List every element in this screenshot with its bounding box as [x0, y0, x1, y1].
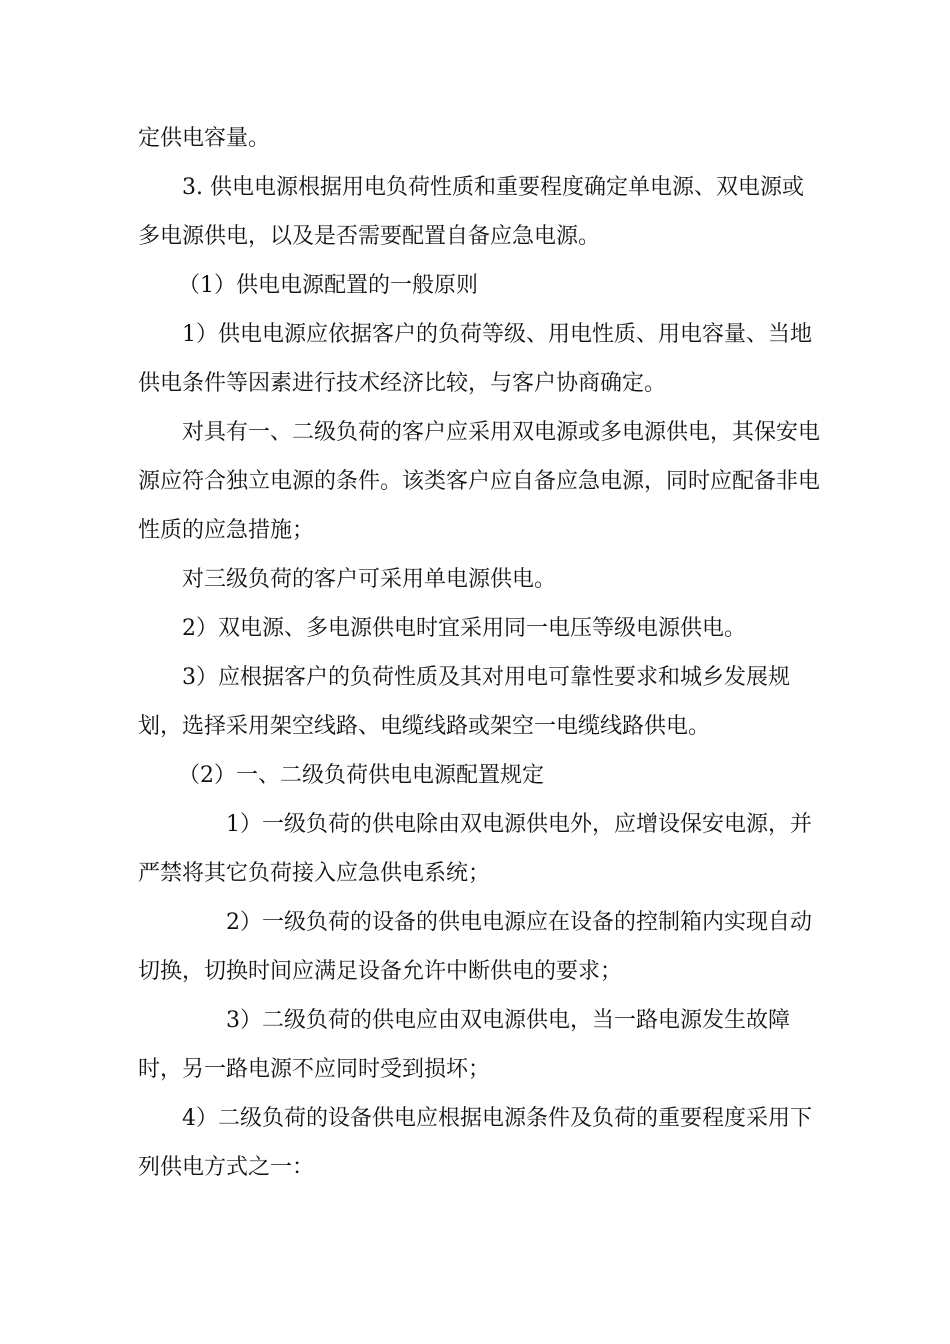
section-heading-1: （1）供电电源配置的一般原则	[178, 273, 478, 298]
paragraph-item-3: 3. 供电电源根据用电负荷性质和重要程度确定单电源、双电源或多电源供电，以及是否需要配置自备应急电源。	[138, 175, 804, 249]
paragraph-class-1-2-load: 对具有一、二级负荷的客户应采用双电源或多电源供电，其保安电源应符合独立电源的条件。该类客户应自备应急电源，同时应配备非电性质的应急措施；	[138, 420, 821, 543]
paragraph-config-3: 3）二级负荷的供电应由双电源供电，当一路电源发生故障时，另一路电源不应同时受到损坏；	[138, 1008, 790, 1082]
paragraph-rule-2: 2）双电源、多电源供电时宜采用同一电压等级电源供电。	[182, 616, 746, 641]
paragraph-config-2: 2）一级负荷的设备的供电电源应在设备的控制箱内实现自动切换，切换时间应满足设备允许中断供电的要求；	[138, 910, 812, 984]
paragraph-rule-1: 1）供电电源应依据客户的负荷等级、用电性质、用电容量、当地供电条件等因素进行技术经济比较，与客户协商确定。	[138, 322, 812, 396]
paragraph-config-4: 4）二级负荷的设备供电应根据电源条件及负荷的重要程度采用下列供电方式之一：	[138, 1106, 812, 1180]
paragraph-config-1: 1）一级负荷的供电除由双电源供电外，应增设保安电源，并严禁将其它负荷接入应急供电系统；	[138, 812, 812, 886]
paragraph-continuation: 定供电容量。	[138, 126, 271, 151]
paragraph-rule-3: 3）应根据客户的负荷性质及其对用电可靠性要求和城乡发展规划，选择采用架空线路、电缆线路或架空一电缆线路供电。	[138, 665, 790, 739]
paragraph-class-3-load: 对三级负荷的客户可采用单电源供电。	[182, 567, 557, 592]
document-body	[138, 114, 820, 1192]
section-heading-2: （2）一、二级负荷供电电源配置规定	[178, 763, 544, 788]
